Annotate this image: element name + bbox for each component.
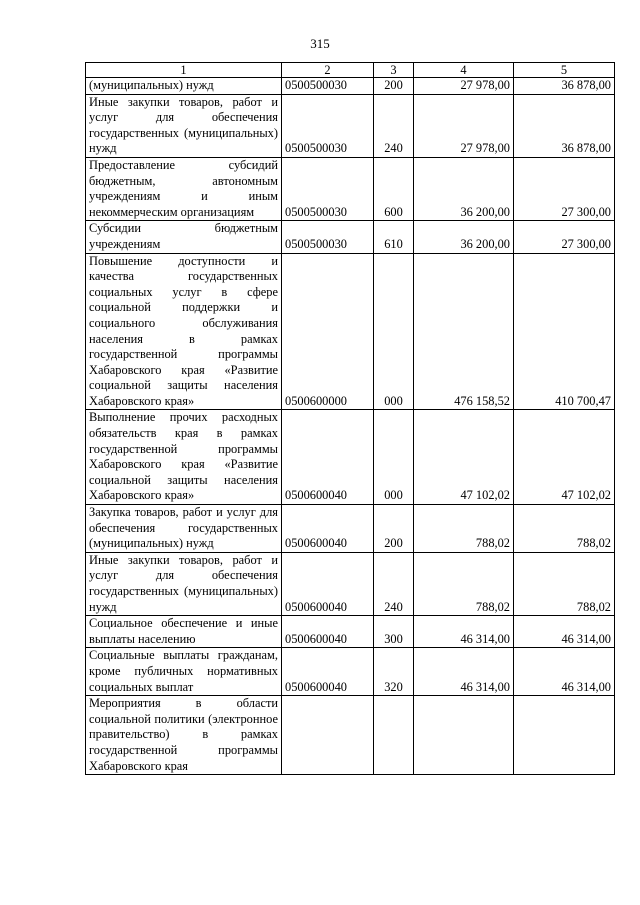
header-col-4: 4 bbox=[414, 63, 514, 78]
row-expense-type: 000 bbox=[374, 253, 414, 410]
row-sum-1: 46 314,00 bbox=[414, 648, 514, 696]
header-col-1: 1 bbox=[86, 63, 282, 78]
table-row bbox=[86, 157, 615, 220]
row-expense-type: 200 bbox=[374, 505, 414, 553]
table-row bbox=[86, 552, 615, 615]
header-col-2: 2 bbox=[282, 63, 374, 78]
row-expense-type: 000 bbox=[374, 410, 414, 505]
page-number: 315 bbox=[310, 36, 330, 51]
row-expense-type: 200 bbox=[374, 78, 414, 95]
row-sum-1: 36 200,00 bbox=[414, 221, 514, 253]
row-code: 0500600040 bbox=[282, 410, 374, 505]
row-sum-2: 27 300,00 bbox=[514, 221, 615, 253]
table-row bbox=[86, 221, 615, 253]
row-expense-type: 610 bbox=[374, 221, 414, 253]
row-sum-1: 27 978,00 bbox=[414, 94, 514, 157]
row-sum-2: 788,02 bbox=[514, 505, 615, 553]
table-row bbox=[86, 505, 615, 553]
row-sum-2: 36 878,00 bbox=[514, 94, 615, 157]
row-sum-2: 47 102,02 bbox=[514, 410, 615, 505]
row-sum-2: 27 300,00 bbox=[514, 157, 615, 220]
budget-table bbox=[85, 62, 615, 775]
row-expense-type bbox=[374, 696, 414, 775]
row-name: Социальное обеспечение и иные выплаты населению bbox=[86, 616, 282, 648]
row-sum-1 bbox=[414, 696, 514, 775]
row-expense-type: 240 bbox=[374, 94, 414, 157]
table-body bbox=[86, 78, 615, 775]
row-name: Предоставление субсидий бюджетным, автономным учреждениям и иным некоммерческим организациям bbox=[86, 157, 282, 220]
header-col-5: 5 bbox=[514, 63, 615, 78]
table-row bbox=[86, 253, 615, 410]
row-name: Выполнение прочих расходных обязательств края в рамках государственной программы Хабаровского края «Развитие социальной защиты населения Хабаровского края» bbox=[86, 410, 282, 505]
table-row bbox=[86, 78, 615, 95]
table-row bbox=[86, 696, 615, 775]
row-sum-1: 46 314,00 bbox=[414, 616, 514, 648]
row-code: 0500600000 bbox=[282, 253, 374, 410]
header-row bbox=[86, 63, 615, 78]
row-code: 0500500030 bbox=[282, 221, 374, 253]
row-code: 0500600040 bbox=[282, 552, 374, 615]
table-row bbox=[86, 616, 615, 648]
row-sum-2 bbox=[514, 696, 615, 775]
table-row bbox=[86, 410, 615, 505]
row-code: 0500500030 bbox=[282, 94, 374, 157]
row-name: Социальные выплаты гражданам, кроме публичных нормативных социальных выплат bbox=[86, 648, 282, 696]
row-code: 0500600040 bbox=[282, 648, 374, 696]
row-sum-2: 410 700,47 bbox=[514, 253, 615, 410]
table-row bbox=[86, 94, 615, 157]
row-code: 0500600040 bbox=[282, 616, 374, 648]
row-name: Повышение доступности и качества государственных социальных услуг в сфере социальной поддержки и социального обслуживания населения в рамках государственной программы Хабаровского края «Развитие социальной защиты населения Хабаровского края» bbox=[86, 253, 282, 410]
row-sum-1: 36 200,00 bbox=[414, 157, 514, 220]
table-row bbox=[86, 648, 615, 696]
row-code bbox=[282, 696, 374, 775]
row-code: 0500500030 bbox=[282, 157, 374, 220]
row-name: Иные закупки товаров, работ и услуг для обеспечения государственных (муниципальных) нужд bbox=[86, 94, 282, 157]
row-expense-type: 300 bbox=[374, 616, 414, 648]
header-col-3: 3 bbox=[374, 63, 414, 78]
row-expense-type: 320 bbox=[374, 648, 414, 696]
row-name: Закупка товаров, работ и услуг для обеспечения государственных (муниципальных) нужд bbox=[86, 505, 282, 553]
row-sum-2: 36 878,00 bbox=[514, 78, 615, 95]
row-code: 0500600040 bbox=[282, 505, 374, 553]
row-sum-1: 476 158,52 bbox=[414, 253, 514, 410]
row-sum-1: 27 978,00 bbox=[414, 78, 514, 95]
row-sum-1: 47 102,02 bbox=[414, 410, 514, 505]
row-code: 0500500030 bbox=[282, 78, 374, 95]
row-expense-type: 600 bbox=[374, 157, 414, 220]
row-sum-1: 788,02 bbox=[414, 552, 514, 615]
row-sum-2: 788,02 bbox=[514, 552, 615, 615]
row-name: Мероприятия в области социальной политики (электронное правительство) в рамках государственной программы Хабаровского края bbox=[86, 696, 282, 775]
row-sum-2: 46 314,00 bbox=[514, 616, 615, 648]
row-name: Субсидии бюджетным учреждениям bbox=[86, 221, 282, 253]
row-name: (муниципальных) нужд bbox=[86, 78, 282, 95]
row-expense-type: 240 bbox=[374, 552, 414, 615]
row-sum-2: 46 314,00 bbox=[514, 648, 615, 696]
row-sum-1: 788,02 bbox=[414, 505, 514, 553]
row-name: Иные закупки товаров, работ и услуг для обеспечения государственных (муниципальных) нужд bbox=[86, 552, 282, 615]
